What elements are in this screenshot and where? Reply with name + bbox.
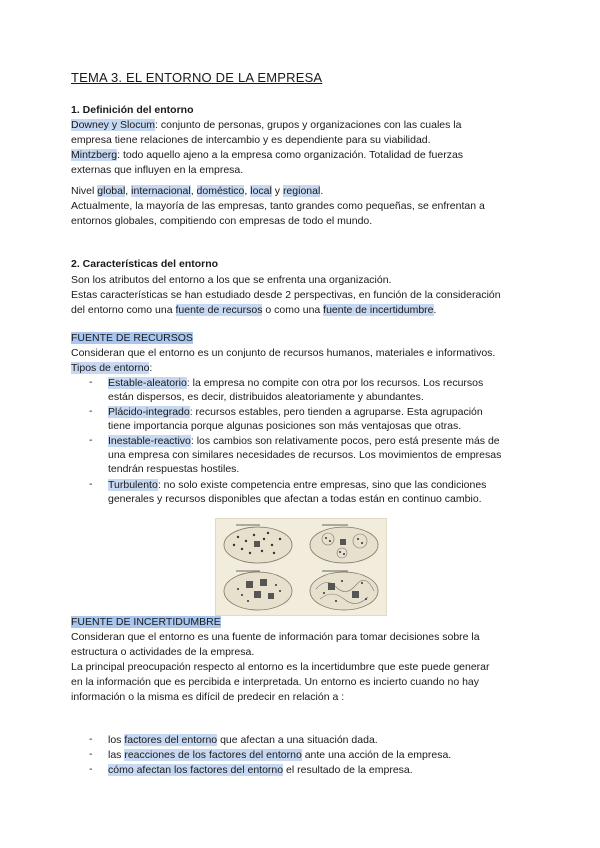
list-item-cont: están dispersos, es decir, distribuidos aleatoriamente y abundantes.	[108, 391, 424, 403]
list-item-cont: tiene importancia porque algunas posiciones son más ventajosas que otras.	[108, 420, 462, 432]
text: que afectan a una situación dada.	[217, 734, 378, 746]
text: del entorno como una	[71, 304, 176, 316]
nivel-internacional: internacional	[131, 185, 191, 197]
bullet-dash: -	[89, 763, 93, 775]
incertidumbre-line1: Consideran que el entorno es una fuente de información para tomar decisiones sobre la	[71, 631, 480, 643]
text: las	[108, 749, 125, 761]
incertidumbre-line5: información o la misma es difícil de predecir en relación a :	[71, 691, 345, 703]
bullet-dash: -	[89, 376, 93, 388]
sep: .	[320, 185, 324, 197]
incertidumbre-line4: en la información que es percibida e interpretada. Un entorno es incierto cuando no hay	[71, 676, 480, 688]
mintzberg-text: : todo aquello ajeno a la empresa como organización. Totalidad de fuerzas	[117, 149, 464, 161]
highlight-term: reacciones de los factores del entorno	[124, 749, 302, 761]
sep: y	[271, 185, 283, 197]
section2-heading: 2. Características del entorno	[71, 258, 219, 270]
list-item	[108, 434, 500, 448]
nivel-regional: regional	[282, 185, 321, 197]
recursos-heading-text: FUENTE DE RECURSOS	[71, 332, 193, 344]
list-item	[108, 478, 486, 492]
recursos-heading	[71, 331, 193, 345]
incertidumbre-heading	[71, 615, 221, 629]
sep: ,	[244, 185, 251, 197]
nivel-prefix: Nivel	[71, 185, 98, 197]
mintzberg-definition	[71, 148, 463, 162]
recursos-intro: Consideran que el entorno es un conjunto de recursos humanos, materiales e informativos.	[71, 347, 496, 359]
section2-line2: Estas características se han estudiado desde 2 perspectivas, en función de la consideración	[71, 289, 501, 301]
bullet-dash: -	[89, 478, 93, 490]
bullet-dash: -	[89, 405, 93, 417]
section2-line1: Son los atributos del entorno a los que se enfrenta una organización.	[71, 274, 392, 286]
tipos-label-text: Tipos de entorno	[71, 362, 150, 374]
tipo-term: Turbulento	[108, 479, 158, 491]
bullet-dash: -	[89, 733, 93, 745]
downey-definition-cont: empresa tiene relaciones de intercambio y es dependiente para su viabilidad.	[71, 134, 431, 146]
list-item-cont: una empresa con similares necesidades de recursos. Los movimientos de empresas	[108, 449, 502, 461]
downey-term: Downey y Slocum	[71, 119, 156, 131]
actualmente-line: Actualmente, la mayoría de las empresas, tanto grandes como pequeñas, se enfrentan a	[71, 200, 485, 212]
sep: ,	[125, 185, 132, 197]
page-title: TEMA 3. EL ENTORNO DE LA EMPRESA	[71, 70, 323, 85]
nivel-local: local	[250, 185, 272, 197]
list-item-cont: tendrán respuestas hostiles.	[108, 463, 240, 475]
text: : no solo existe competencia entre empresas, sino que las condiciones	[157, 479, 487, 491]
section1-heading: 1. Definición del entorno	[71, 104, 194, 116]
text: :	[149, 362, 153, 374]
text: o como una	[262, 304, 324, 316]
list-item-cont: generales y recursos disponibles que afectan a todas están en continuo cambio.	[108, 493, 482, 505]
incertidumbre-line3: La principal preocupación respecto al entorno es la incertidumbre que este puede generar	[71, 661, 490, 673]
downey-text: : conjunto de personas, grupos y organizaciones con las cuales la	[155, 119, 462, 131]
nivel-domestico: doméstico	[196, 185, 245, 197]
incertidumbre-heading-text: FUENTE DE INCERTIDUMBRE	[71, 616, 221, 628]
nivel-global: global	[97, 185, 126, 197]
fuente-recursos-term: fuente de recursos	[175, 304, 263, 316]
text: : recursos estables, pero tienden a agruparse. Esta agrupación	[189, 406, 483, 418]
text: el resultado de la empresa.	[283, 764, 413, 776]
tipo-term: Plácido-integrado	[108, 406, 190, 418]
text: los	[108, 734, 125, 746]
list-item	[108, 748, 451, 762]
text: : los cambios son relativamente pocos, pero está presente más de	[190, 435, 500, 447]
list-item	[108, 763, 413, 777]
sep: ,	[190, 185, 197, 197]
fuente-incertidumbre-term: fuente de incertidumbre	[323, 304, 434, 316]
mintzberg-definition-cont: externas que influyen en la empresa.	[71, 164, 244, 176]
bullet-dash: -	[89, 748, 93, 760]
highlight-term: cómo afectan los factores del entorno	[108, 764, 284, 776]
tipo-term: Estable-aleatorio	[108, 377, 187, 389]
tipos-label	[71, 361, 152, 375]
environment-diagram	[216, 519, 386, 615]
nivel-line	[71, 184, 323, 198]
mintzberg-term: Mintzberg	[71, 149, 118, 161]
list-item	[108, 405, 483, 419]
actualmente-line-cont: entornos globales, compitiendo con empresas de todo el mundo.	[71, 215, 373, 227]
list-item	[108, 376, 483, 390]
text: ante una acción de la empresa.	[301, 749, 452, 761]
text: .	[433, 304, 437, 316]
highlight-term: factores del entorno	[124, 734, 218, 746]
environment-types-figure	[215, 518, 387, 616]
downey-definition	[71, 118, 461, 132]
bullet-dash: -	[89, 434, 93, 446]
incertidumbre-line2: estructura o actividades de la empresa.	[71, 646, 255, 658]
section2-line3	[71, 303, 436, 317]
text: : la empresa no compite con otra por los recursos. Los recursos	[186, 377, 484, 389]
tipo-term: Inestable-reactivo	[108, 435, 191, 447]
list-item	[108, 733, 378, 747]
